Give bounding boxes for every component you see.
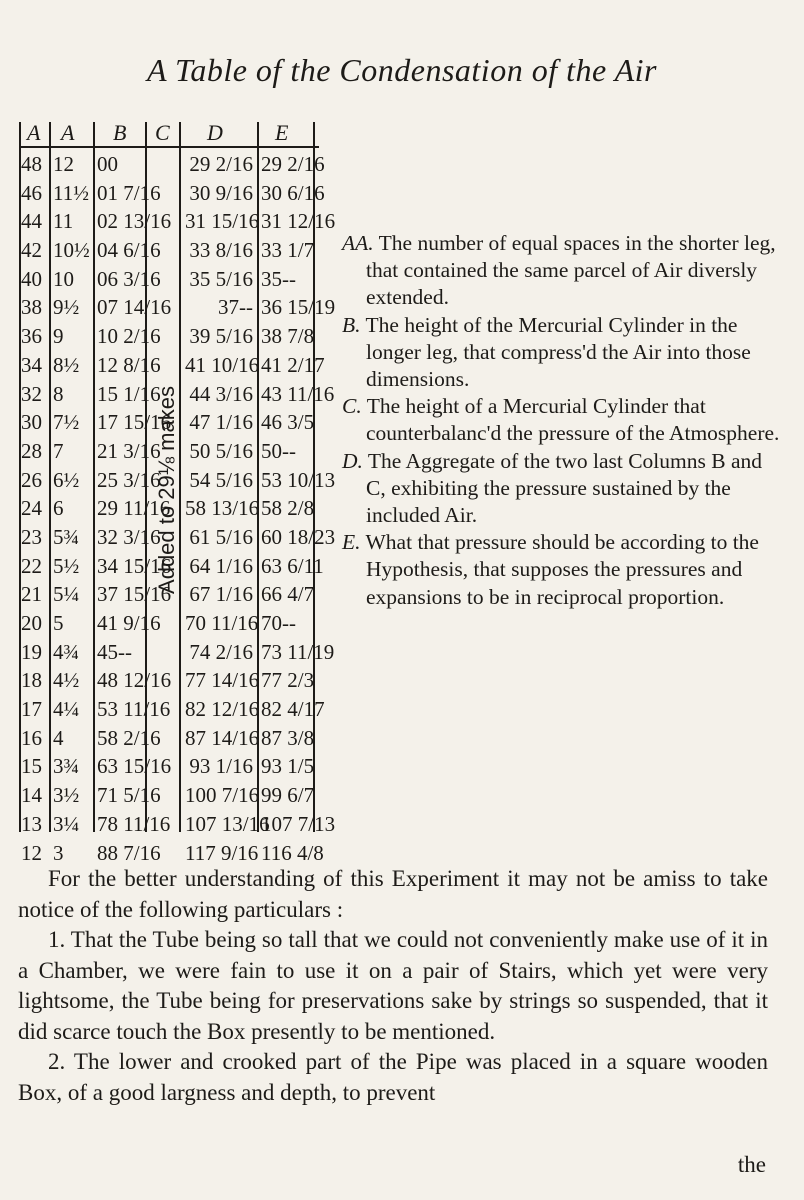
cell-a: 44 xyxy=(21,209,42,234)
cell-b: 71 5/16 xyxy=(97,783,161,808)
cell-d: 74 2/16 xyxy=(189,639,253,664)
table-row xyxy=(19,552,324,581)
catchword: the xyxy=(737,1152,766,1177)
legend-item xyxy=(342,230,782,312)
cell-d: 61 5/16 xyxy=(189,524,253,549)
cell-a: 42 xyxy=(21,238,42,263)
cell-b: 63 15/16 xyxy=(97,754,172,779)
column-legend xyxy=(342,230,782,611)
cell-a2: 9 xyxy=(53,324,64,349)
legend-key: C. xyxy=(342,394,362,419)
cell-a: 24 xyxy=(21,496,42,521)
cell-a: 13 xyxy=(21,811,42,836)
cell-d: 29 2/16 xyxy=(189,152,253,176)
cell-a: 14 xyxy=(21,783,42,808)
cell-a2: 5¾ xyxy=(53,524,80,549)
cell-a2: 3½ xyxy=(53,783,80,808)
cell-e: 41 2/17 xyxy=(261,352,325,377)
table-row xyxy=(19,752,319,781)
cell-b: 34 15/16 xyxy=(97,553,172,578)
cell-a: 16 xyxy=(21,725,42,750)
cell-e: 93 1/5 xyxy=(261,754,315,779)
cell-a2: 4½ xyxy=(53,668,80,693)
cell-d: 100 7/16 xyxy=(185,783,260,808)
table-body xyxy=(19,150,336,867)
cell-a: 21 xyxy=(21,582,42,607)
cell-b: 29 11/16 xyxy=(97,496,171,521)
cell-a: 12 xyxy=(21,840,42,865)
cell-b: 10 2/16 xyxy=(97,324,161,349)
cell-e: 77 2/3 xyxy=(261,668,315,693)
cell-b: 15 1/16 xyxy=(97,381,161,406)
table-row xyxy=(19,322,319,351)
cell-d: 77 14/16 xyxy=(185,668,260,693)
cell-a2: 6 xyxy=(53,496,64,521)
legend-item xyxy=(342,529,782,611)
cell-a: 26 xyxy=(21,467,42,492)
cell-e: 36 15/19 xyxy=(261,295,336,320)
column-header-e: E xyxy=(275,120,289,145)
table-row xyxy=(19,265,319,294)
cell-d: 33 8/16 xyxy=(189,238,253,263)
cell-a: 36 xyxy=(21,324,42,349)
cell-a: 46 xyxy=(21,180,42,205)
cell-a2: 9½ xyxy=(53,295,80,320)
cell-b: 78 11/16 xyxy=(97,811,171,836)
legend-item xyxy=(342,448,782,530)
cell-e: 60 18/23 xyxy=(261,524,336,549)
cell-a: 22 xyxy=(21,553,42,578)
cell-a2: 10 xyxy=(53,266,74,291)
legend-text: What that pressure should be according to the Hypothesis, that supposes the pressures and expansions to be in reciprocal proportion. xyxy=(365,530,759,609)
cell-e: 35-- xyxy=(261,266,296,291)
table-row xyxy=(19,580,319,609)
legend-key: AA. xyxy=(342,231,374,255)
table-row xyxy=(19,810,336,839)
cell-a: 18 xyxy=(21,668,42,693)
cell-a: 38 xyxy=(21,295,42,320)
cell-e: 82 4/17 xyxy=(261,697,325,722)
cell-b: 37 15/16 xyxy=(97,582,172,607)
table-row xyxy=(19,380,335,409)
cell-e: 38 7/8 xyxy=(261,324,315,349)
column-header-d: D xyxy=(207,120,223,145)
cell-d: 82 12/16 xyxy=(185,697,260,722)
column-header-b: B xyxy=(113,120,127,145)
cell-a2: 5 xyxy=(53,611,64,635)
legend-key: B. xyxy=(342,312,361,337)
table-row xyxy=(19,839,324,868)
cell-a2: 12 xyxy=(53,152,74,176)
cell-e: 46 3/5 xyxy=(261,410,315,435)
table-row xyxy=(19,466,336,495)
cell-a: 34 xyxy=(21,352,42,377)
cell-d: 67 1/16 xyxy=(189,582,253,607)
cell-a2: 11½ xyxy=(53,180,89,205)
cell-e: 116 4/8 xyxy=(261,840,324,865)
cell-e: 31 12/16 xyxy=(261,209,336,234)
cell-b: 45-- xyxy=(97,639,132,664)
cell-a2: 7 xyxy=(53,438,64,463)
cell-d: 64 1/16 xyxy=(189,553,253,578)
cell-a2: 5¼ xyxy=(53,582,80,607)
cell-b: 04 6/16 xyxy=(97,238,161,263)
cell-b: 58 2/16 xyxy=(97,725,161,750)
cell-d: 30 9/16 xyxy=(189,180,253,205)
cell-a2: 4¼ xyxy=(53,697,80,722)
table-row xyxy=(19,179,325,208)
legend-text: The Aggregate of the two last Columns B and C, exhibiting the pressure sustained by the included Air. xyxy=(366,448,763,528)
cell-a: 32 xyxy=(21,381,42,406)
cell-a2: 11 xyxy=(53,209,74,234)
cell-b: 21 3/16 xyxy=(97,438,161,463)
cell-a: 30 xyxy=(21,410,42,435)
table-row xyxy=(19,523,336,552)
cell-d: 87 14/16 xyxy=(185,725,260,750)
cell-b: 88 7/16 xyxy=(97,840,161,865)
cell-b: 17 15/16 xyxy=(97,410,172,435)
cell-d: 93 1/16 xyxy=(189,754,253,779)
cell-b: 32 3/16 xyxy=(97,524,161,549)
cell-e: 87 3/8 xyxy=(261,725,315,750)
paragraph-item-2: 2. The lower and crooked part of the Pipe was placed in a square wooden Box, of a good largness and depth, to prevent xyxy=(18,1049,768,1105)
legend-text: The height of a Mercurial Cylinder that counterbalanc'd the pressure of the Atmosphere. xyxy=(366,394,780,446)
cell-d: 70 11/16 xyxy=(185,611,259,635)
cell-a2: 4 xyxy=(53,725,64,750)
table-row xyxy=(19,609,319,638)
table-row xyxy=(19,781,319,810)
cell-e: 63 6/11 xyxy=(261,553,324,578)
cell-e: 33 1/7 xyxy=(261,238,315,263)
cell-b: 01 7/16 xyxy=(97,180,161,205)
page-title: A Table of the Condensation of the Air xyxy=(147,52,657,88)
cell-d: 107 13/16 xyxy=(185,811,270,836)
cell-a2: 10½ xyxy=(53,238,90,263)
table-row xyxy=(19,695,325,724)
cell-d: 31 15/16 xyxy=(185,209,260,234)
table-row xyxy=(19,408,319,437)
legend-key: E. xyxy=(342,530,361,555)
cell-e: 53 10/13 xyxy=(261,467,336,492)
cell-e: 43 11/16 xyxy=(261,381,335,406)
cell-a2: 4¾ xyxy=(53,639,80,664)
cell-e: 99 6/7 xyxy=(261,783,315,808)
cell-b: 25 3/16 xyxy=(97,467,161,492)
cell-a2: 3¾ xyxy=(53,754,80,779)
cell-a2: 5½ xyxy=(53,553,80,578)
cell-b: 02 13/16 xyxy=(97,209,172,234)
cell-e: 66 4/7 xyxy=(261,582,315,607)
cell-a: 19 xyxy=(21,639,42,664)
cell-e: 58 2/8 xyxy=(261,496,315,521)
column-header-a: A xyxy=(27,120,41,145)
paragraph-intro: For the better understanding of this Experiment it may not be amiss to take notice of the following particulars : xyxy=(18,866,768,922)
legend-text: The number of equal spaces in the shorter leg, that contained the same parcel of Air diversly extended. xyxy=(366,231,776,310)
column-c-text: Added to 29⅛ makes xyxy=(154,386,180,594)
cell-b: 48 12/16 xyxy=(97,668,172,693)
cell-d: 117 9/16 xyxy=(185,840,259,865)
cell-e: 30 6/16 xyxy=(261,180,325,205)
legend-key: D. xyxy=(342,448,363,473)
cell-a: 48 xyxy=(21,152,42,176)
cell-e: 50-- xyxy=(261,438,296,463)
legend-item xyxy=(342,312,782,394)
cell-b: 07 14/16 xyxy=(97,295,172,320)
table-header-rule xyxy=(19,146,319,148)
cell-e: 70-- xyxy=(261,611,296,635)
cell-e: 73 11/19 xyxy=(261,639,335,664)
cell-d: 54 5/16 xyxy=(189,467,253,492)
column-header-c: C xyxy=(155,120,170,145)
table-row xyxy=(19,150,325,179)
cell-d: 35 5/16 xyxy=(189,266,253,291)
table-row xyxy=(19,724,319,753)
table-row xyxy=(19,207,336,236)
table-row xyxy=(19,351,325,380)
cell-e: 107 7/13 xyxy=(261,811,336,836)
cell-d: 47 1/16 xyxy=(189,410,253,435)
table-row xyxy=(19,236,319,265)
cell-d: 50 5/16 xyxy=(189,438,253,463)
cell-a: 15 xyxy=(21,754,42,779)
cell-d: 44 3/16 xyxy=(189,381,253,406)
cell-a: 40 xyxy=(21,266,42,291)
cell-a: 17 xyxy=(21,697,42,722)
cell-d: 37-- xyxy=(218,295,253,320)
cell-d: 58 13/16 xyxy=(185,496,260,521)
condensation-table xyxy=(19,120,336,865)
cell-b: 41 9/16 xyxy=(97,611,161,635)
cell-b: 12 8/16 xyxy=(97,352,161,377)
cell-e: 29 2/16 xyxy=(261,152,325,176)
cell-a: 20 xyxy=(21,611,42,635)
table-row xyxy=(19,494,319,523)
cell-a: 28 xyxy=(21,438,42,463)
cell-a2: 6½ xyxy=(53,467,80,492)
cell-a: 23 xyxy=(21,524,42,549)
body-text xyxy=(18,864,768,1108)
cell-a2: 3¼ xyxy=(53,811,80,836)
cell-b: 06 3/16 xyxy=(97,266,161,291)
cell-a2: 3 xyxy=(53,840,64,865)
legend-text: The height of the Mercurial Cylinder in the longer leg, that compress'd the Air into those dimensions. xyxy=(365,312,751,392)
cell-a2: 8½ xyxy=(53,352,80,377)
cell-d: 41 10/16 xyxy=(185,352,260,377)
table-row xyxy=(19,293,336,322)
legend-item xyxy=(342,393,782,447)
cell-b: 53 11/16 xyxy=(97,697,171,722)
cell-a2: 8 xyxy=(53,381,64,406)
column-header-a2: A xyxy=(61,120,75,145)
table-row xyxy=(19,437,319,466)
table-row xyxy=(19,666,319,695)
paragraph-item-1: 1. That the Tube being so tall that we could not conveniently make use of it in a Chamber, we were fain to use it on a pair of Stairs, which yet were very lightsome, the Tube being for preservations sake by strings so suspended, that it did scarce touch the Box presently to be mentioned. xyxy=(18,927,768,1044)
table-row xyxy=(19,638,335,667)
cell-b: 00 xyxy=(97,152,118,176)
cell-a2: 7½ xyxy=(53,410,80,435)
cell-d: 39 5/16 xyxy=(189,324,253,349)
